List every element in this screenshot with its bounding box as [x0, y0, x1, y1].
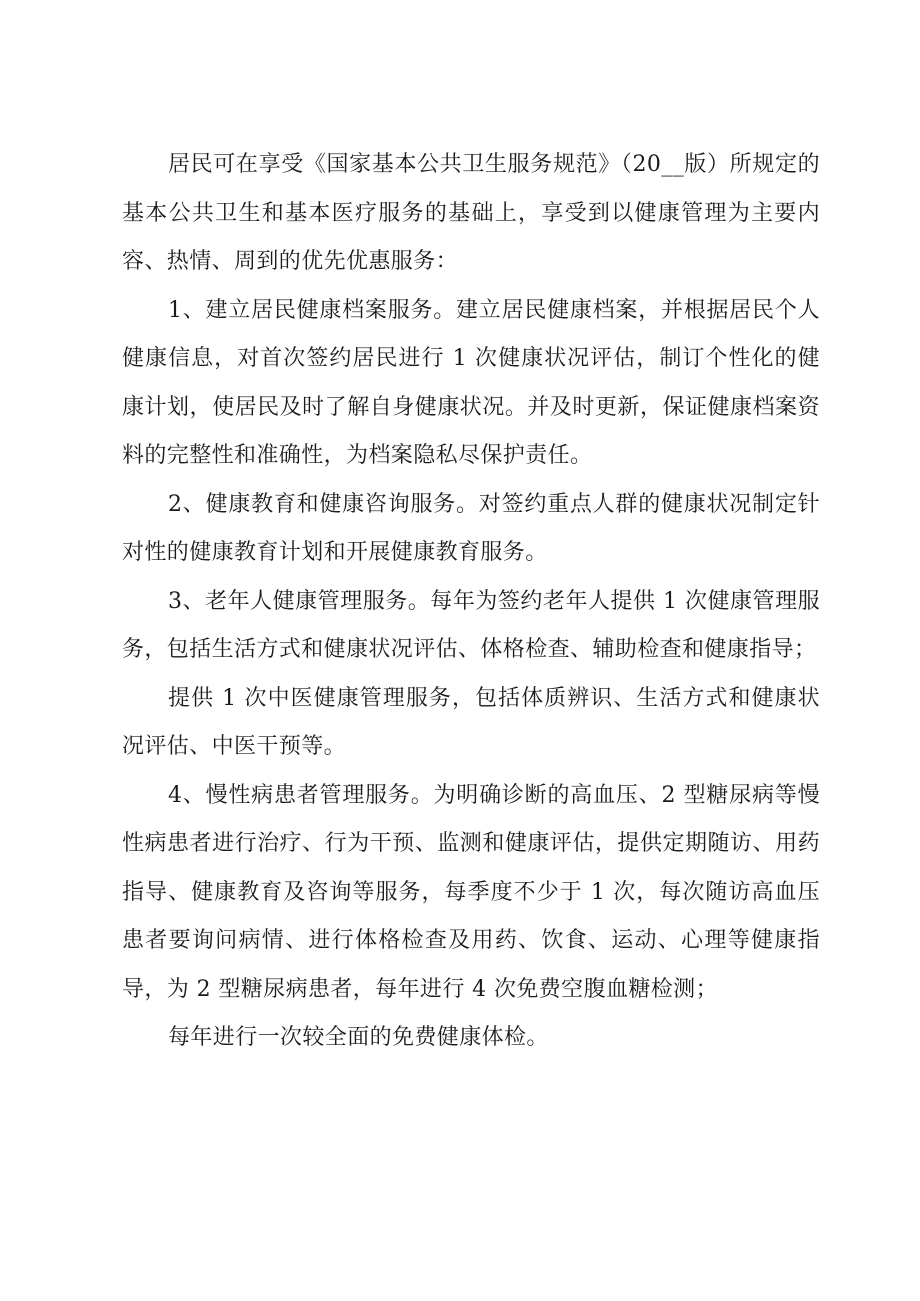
paragraph-chronic-disease: 4、慢性病患者管理服务。为明确诊断的高血压、2 型糖尿病等慢性病患者进行治疗、行为干预、监测和健康评估，提供定期随访、用药指导、健康教育及咨询等服务，每季度不少于 1 次，每次随访高血压患者要询问病情、进行体格检查及用药、饮食、运动、心理等健康指导，为 2 型糖尿病患者，每年进行 4 次免费空腹血糖检测； [122, 782, 820, 1002]
paragraph-elderly-management: 3、老年人健康管理服务。每年为签约老年人提供 1 次健康管理服务，包括生活方式和健康状况评估、体格检查、辅助检查和健康指导； [122, 588, 820, 662]
paragraph-annual-checkup: 每年进行一次较全面的免费健康体检。 [168, 1025, 549, 1050]
paragraph-tcm-management: 提供 1 次中医健康管理服务，包括体质辨识、生活方式和健康状况评估、中医干预等。 [122, 685, 820, 759]
document-body [122, 141, 820, 1063]
paragraph-health-records: 1、建立居民健康档案服务。建立居民健康档案，并根据居民个人健康信息，对首次签约居民进行 1 次健康状况评估，制订个性化的健康计划，使居民及时了解自身健康状况。并及时更新，保证健康档案资料的完整性和准确性，为档案隐私尽保护责任。 [122, 297, 820, 468]
paragraph-intro: 居民可在享受《国家基本公共卫生服务规范》（20__版）所规定的基本公共卫生和基本医疗服务的基础上，享受到以健康管理为主要内容、热情、周到的优先优惠服务： [122, 152, 820, 274]
paragraph-health-education: 2、健康教育和健康咨询服务。对签约重点人群的健康状况制定针对性的健康教育计划和开展健康教育服务。 [122, 491, 820, 565]
